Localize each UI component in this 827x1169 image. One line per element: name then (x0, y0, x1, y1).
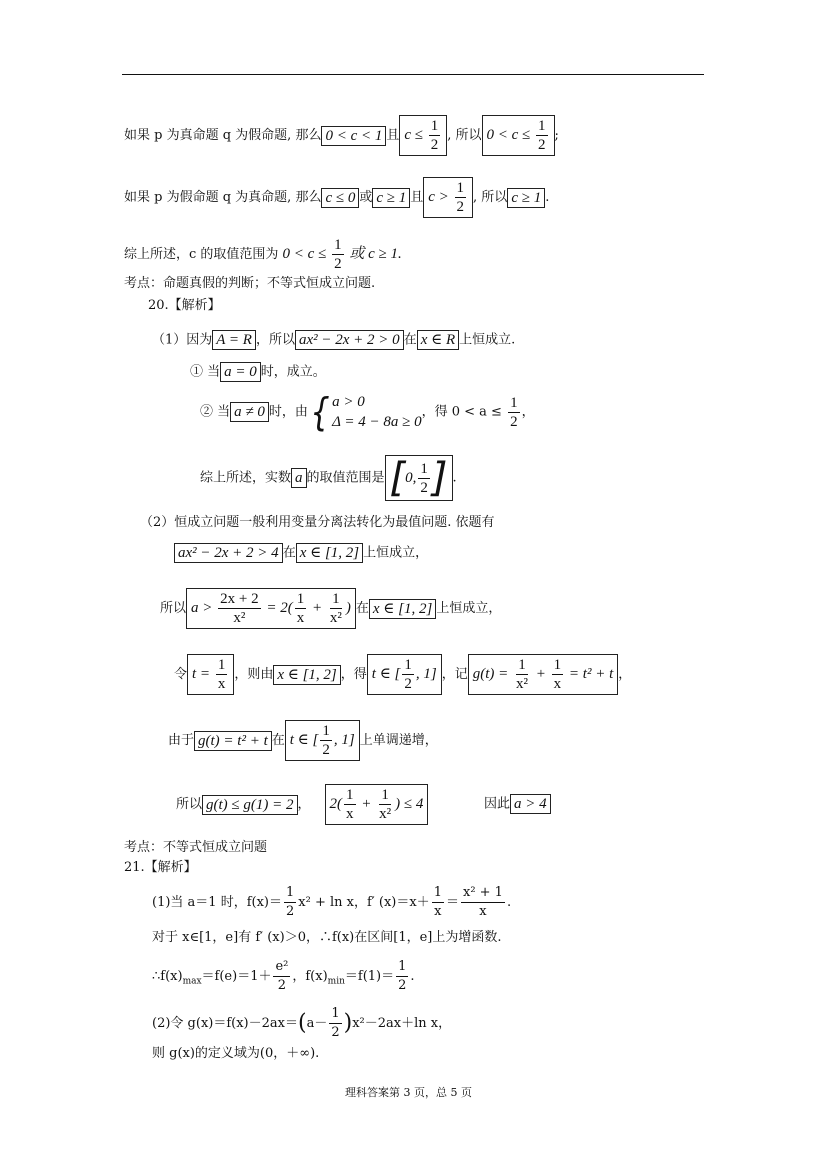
boxed-formula: g(t) ≤ g(1) = 2 (202, 795, 298, 815)
boxed-interval: [ 0, $\frac{1}{2}$ ] (385, 455, 453, 501)
sec21-line-5: 则 g(x)的定义域为(0，＋∞). (152, 1046, 320, 1061)
equation-system: { a > 0 Δ = 4 − 8a ≥ 0 (310, 390, 422, 434)
boxed-formula: c ≤ $\frac{1}{2}$ (399, 115, 447, 156)
boxed-formula: c > $\frac{1}{2}$ (423, 177, 473, 218)
boxed-formula: x ∈ [1, 2] (273, 665, 340, 685)
boxed-formula: x ∈ [1, 2] (296, 543, 363, 563)
text: , 所以 (447, 128, 482, 143)
text: 且 (410, 190, 424, 205)
boxed-formula: t ∈ [ $\frac{1}{2}$ , 1] (367, 654, 442, 695)
section-21-heading: 21.【解析】 (124, 860, 197, 875)
text: 综上所述，c 的取值范围为 (124, 247, 283, 262)
boxed-formula: a (291, 468, 307, 488)
part-2-line-3: 令 t = $\frac{1}{x}$ ，则由 x ∈ [1, 2] ，得 t ∈ [ $\frac{1}{2}$ , 1] ，记 g(t) = $\frac{1}{\text{x²}}$ + $\frac{1}{x}$ = t² + t ， (174, 654, 631, 695)
header-rule (122, 74, 704, 75)
line-p-false-q-true (124, 177, 549, 218)
formula: 0 < c ≤ (282, 246, 331, 262)
text: 且 (386, 128, 400, 143)
boxed-formula: x ∈ [1, 2] (369, 599, 436, 619)
text: 如果 p 为真命题 q 为假命题, 那么 (124, 128, 322, 143)
section-20-heading: 20.【解析】 (148, 298, 221, 313)
text: . (545, 190, 550, 205)
boxed-formula: t = $\frac{1}{x}$ (187, 654, 234, 695)
part-2-line-4: 由于 g(t) = t² + t 在 t ∈ [ $\frac{1}{2}$ , 1] 上单调递增， (168, 720, 438, 761)
text: 如果 p 为假命题 q 为真命题, 那么 (124, 190, 322, 205)
boxed-formula: a > 4 (510, 794, 551, 814)
part-1-line: （1）因为 A = R ，所以 ax² − 2x + 2 > 0 在 x ∈ R 上恒成立. (152, 332, 516, 348)
page-footer: 理科答案第 3 页，总 5 页 (345, 1086, 472, 1099)
boxed-formula: A = R (212, 330, 256, 350)
boxed-formula: c ≤ 0 (321, 188, 359, 208)
formula: 或 c ≥ 1. (345, 246, 402, 262)
part-2-conclusion: 因此 a > 4 (484, 794, 551, 815)
boxed-formula: g(t) = $\frac{1}{\text{x²}}$ + $\frac{1}{x}$ = t² + t (468, 654, 618, 695)
text: ; (554, 128, 559, 143)
boxed-formula: t ∈ [ $\frac{1}{2}$ , 1] (285, 720, 360, 761)
case-1-line: ① 当 a = 0 时，成立。 (190, 364, 326, 380)
sec21-line-1: (1)当 a＝1 时，f(x)＝ $\frac{1}{2}$ x² + ln x，f′ (x)＝x＋ $\frac{1}{x}$ ＝ $\frac{\text{x² + 1}}{x}$ . (152, 885, 512, 919)
boxed-formula: 0 < c < 1 (321, 126, 386, 146)
case-conclusion-line: 综上所述，实数 a 的取值范围是 [ 0, $\frac{1}{2}$ ] . (200, 455, 457, 501)
boxed-formula: a = 0 (220, 362, 261, 382)
boxed-formula: 2( $\frac{1}{x}$ + $\frac{1}{\text{x²}}$ ) ≤ 4 (325, 784, 429, 825)
part-2-line-2: 所以 a > $\frac{2x + 2}{\text{x²}}$ = 2( $\frac{1}{x}$ + $\frac{1}{\text{x²}}$ ) 在 x ∈ [1, 2] 上恒成立， (160, 588, 501, 629)
boxed-formula: 0 < c ≤ $\frac{1}{2}$ (482, 115, 555, 156)
boxed-formula: a ≠ 0 (230, 402, 269, 422)
part-2-line-1: ax² − 2x + 2 > 4 在 x ∈ [1, 2] 上恒成立， (174, 543, 428, 564)
sec21-line-3: $\therefore f(x)_{max}=f(e)=1+$ $\frac{\text{e²}}{2}$ ，$f(x)_{min}=f(1)=$ $\frac{1}{2}$ . (152, 959, 415, 993)
boxed-formula: c ≥ 1 (507, 188, 545, 208)
boxed-formula: ax² − 2x + 2 > 0 (295, 330, 404, 350)
boxed-formula: x ∈ R (417, 330, 459, 350)
text: 或 (359, 190, 373, 205)
boxed-formula: g(t) = t² + t (194, 731, 272, 751)
sec21-line-2: 对于 x∈[1，e]有 f′ (x)＞0，∴f(x)在区间[1，e]上为增函数. (152, 930, 502, 945)
boxed-formula: ax² − 2x + 2 > 4 (174, 543, 283, 563)
boxed-formula: a > $\frac{2x + 2}{\text{x²}}$ = 2( $\frac{1}{x}$ + $\frac{1}{\text{x²}}$ ) (186, 588, 356, 629)
line-p-true-q-false (124, 115, 559, 156)
kaodian-1: 考点：命题真假的判断；不等式恒成立问题. (124, 276, 376, 291)
text: , 所以 (473, 190, 508, 205)
kaodian-2: 考点：不等式恒成立问题 (124, 840, 268, 855)
case-2-line: ② 当 a ≠ 0 时，由 { a > 0 Δ = 4 − 8a ≥ 0 ，得 0 < a ≤ $\frac{1}{2}$ ， (200, 390, 535, 434)
sec21-line-4: (2)令 g(x)＝f(x)－2ax＝(a－ $\frac{1}{2}$ )x²－2ax＋ln x， (152, 1006, 452, 1040)
line-conclusion-c: 综上所述，c 的取值范围为 0 < c ≤ $\frac{1}{2}$ 或 c ≥ 1. (124, 237, 402, 272)
boxed-formula: c ≥ 1 (372, 188, 410, 208)
part-2-intro: （2）恒成立问题一般利用变量分离法转化为最值问题. 依题有 (140, 515, 495, 530)
part-2-line-5: 所以 g(t) ≤ g(1) = 2 ， 2( $\frac{1}{x}$ + $\frac{1}{\text{x²}}$ ) ≤ 4 (176, 784, 428, 825)
